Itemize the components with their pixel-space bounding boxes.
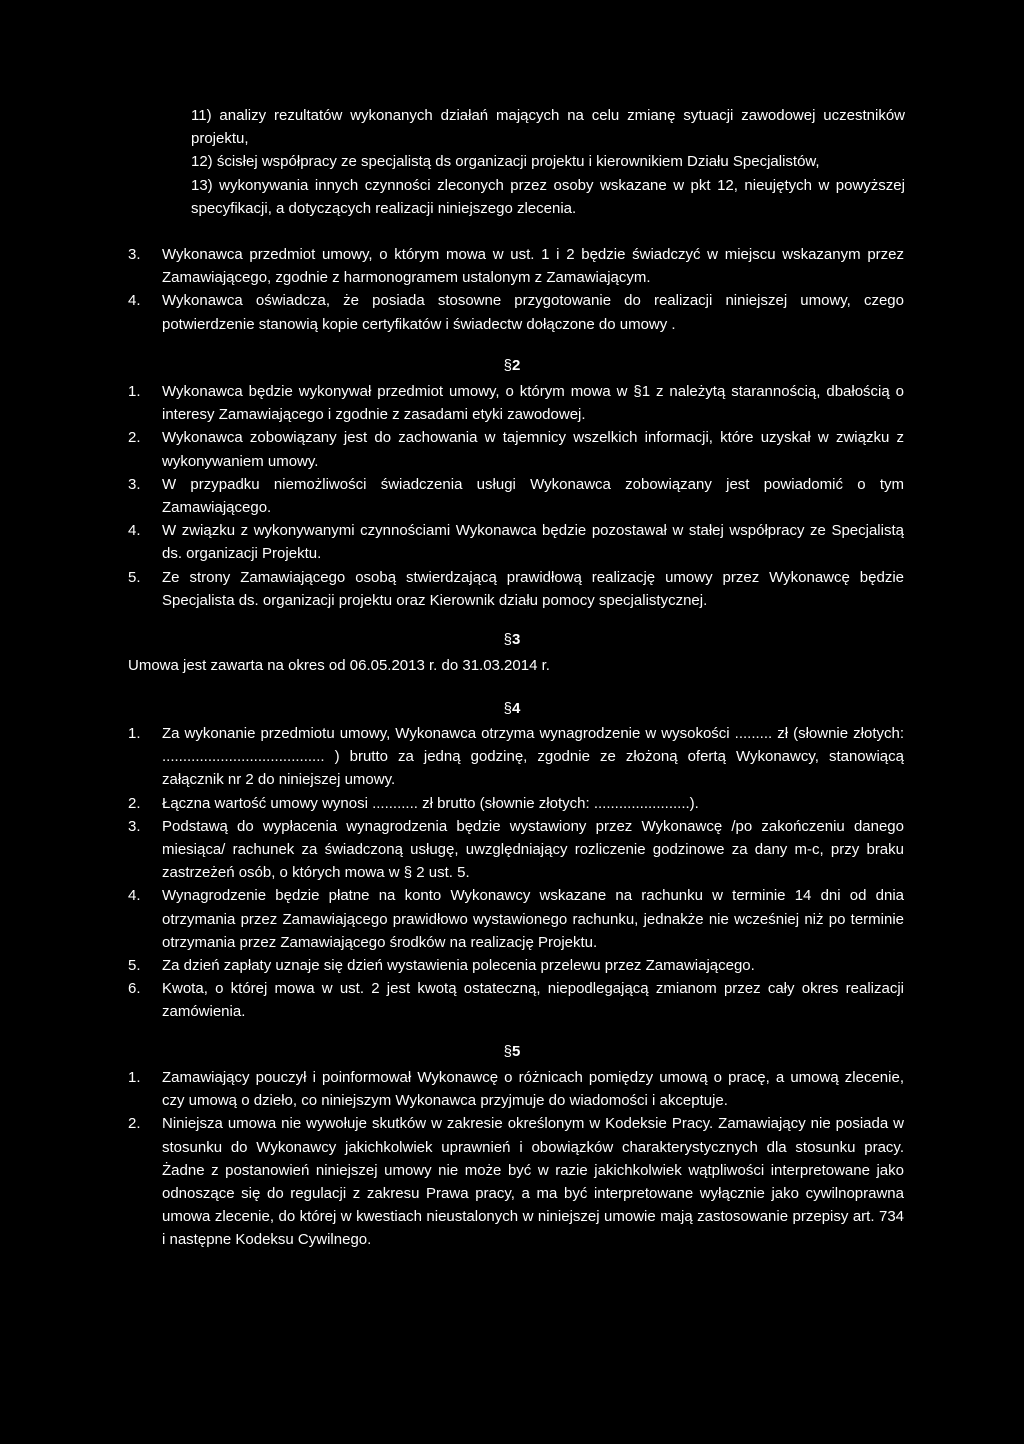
section5-items: [128, 1066, 904, 1252]
item-text: W przypadku niemożliwości świadczenia usługi Wykonawca zobowiązany jest powiadomić o tym Zamawiającego.: [162, 475, 904, 517]
list-item: [128, 884, 904, 954]
item-number: 1.: [128, 383, 141, 400]
item-number: 3.: [128, 817, 141, 835]
item-text: Wykonawca będzie wykonywał przedmiot umowy, o którym mowa w §1 z należytą starannością, dbałością o interesy Zamawiającego i zgodnie z zasadami etyki zawodowej.: [162, 383, 904, 424]
section2-items: [128, 380, 904, 612]
paragraph-sign: §: [503, 357, 512, 374]
item-text: Za wykonanie przedmiotu umowy, Wykonawca otrzyma wynagrodzenie w wysokości ......... zł (słownie złotych: ....................................... ) brutto za jedną godzinę, zgodnie ze złożoną ofertą Wykonawcy, stanowiącą załącznik nr 2 do niniejszej umowy.: [162, 725, 904, 789]
section-heading-5: [0, 1040, 1024, 1063]
list-item: [128, 519, 904, 565]
list-item: [128, 473, 904, 519]
section-number: 4: [512, 700, 521, 717]
item-number: 2.: [128, 794, 141, 812]
item-text: Kwota, o której mowa w ust. 2 jest kwotą ostateczną, niepodlegającą zmianom przez cały okres realizacji zamówienia.: [162, 980, 904, 1021]
item-text: Wynagrodzenie będzie płatne na konto Wykonawcy wskazane na rachunku w terminie 14 dni od dnia otrzymania przez Zamawiającego prawidłowo wystawionego rachunku, jednakże nie wcześniej niż po terminie otrzymania przez Zamawiającego środków na realizację Projektu.: [162, 887, 904, 951]
list-item: [128, 243, 904, 289]
list-item: [128, 380, 904, 426]
item-text: Wykonawca zobowiązany jest do zachowania w tajemnicy wszelkich informacji, które uzyskał w związku z wykonywaniem umowy.: [162, 429, 904, 470]
item-number: 2.: [128, 429, 141, 447]
section1-tail: [128, 243, 904, 336]
list-item: [128, 566, 904, 612]
item-number: 6.: [128, 980, 141, 998]
item-text: Zamawiający pouczył i poinformował Wykonawcę o różnicach pomiędzy umową o pracę, a umową zlecenie, czy umową o dzieło, co niniejszym Wykonawca przyjmuje do wiadomości i akceptuje.: [162, 1069, 904, 1110]
paragraph-sign: §: [503, 1043, 512, 1060]
item-text: Wykonawca przedmiot umowy, o którym mowa w ust. 1 i 2 będzie świadczyć w miejscu wskazanym przez Zamawiającego, zgodnie z harmonogramem ustalonym z Zamawiającym.: [162, 246, 904, 287]
item-text: Niniejsza umowa nie wywołuje skutków w zakresie określonym w Kodeksie Pracy. Zamawiający nie posiada w stosunku do Wykonawcy jakichkolwiek uprawnień i obowiązków charakterystycznych dla stosunku pracy. Żadne z postanowień niniejszej umowy nie może być w razie jakichkolwiek wątpliwości interpretowane jako odnoszące się do regulacji z zakresu Prawa pracy, a ma być interpretowane wyłącznie jako cywilnoprawna umowa zlecenie, do której w kwestiach nieustalonych w niniejszej umowie mają zastosowanie przepisy art. 734 i następne Kodeksu Cywilnego.: [162, 1115, 904, 1249]
list-item: [128, 815, 904, 885]
item-text: W związku z wykonywanymi czynnościami Wykonawca będzie pozostawał w stałej współpracy ze Specjalistą ds. organizacji Projektu.: [162, 522, 904, 563]
list-item: [128, 722, 904, 792]
list-item: [128, 426, 904, 472]
item-number: 1.: [128, 1069, 141, 1086]
list-item: [128, 977, 904, 1023]
section-number: 2: [512, 357, 521, 374]
list-item: [128, 954, 904, 977]
term-statement: Umowa jest zawarta na okres od 06.05.2013 r. do 31.03.2014 r.: [128, 657, 550, 674]
list-item: [128, 1112, 904, 1251]
section4-items: [128, 722, 904, 1024]
list-item: [128, 1066, 904, 1112]
section-heading-4: [0, 697, 1024, 720]
item-text: Za dzień zapłaty uznaje się dzień wystawienia polecenia przelewu przez Zamawiającego.: [162, 957, 755, 975]
item-number: 5.: [128, 568, 141, 586]
item-number: 4.: [128, 292, 141, 310]
item-number: 3.: [128, 246, 141, 263]
item-text: Wykonawca oświadcza, że posiada stosowne przygotowanie do realizacji niniejszej umowy, czego potwierdzenie stanowią kopie certyfikatów i świadectw dołączone do umowy .: [162, 292, 904, 333]
intro-item-13: 13) wykonywania innych czynności zleconych przez osoby wskazane w pkt 12, nieujętych w powyższej specyfikacji, a dotyczących realizacji niniejszego zlecenia.: [191, 176, 905, 217]
item-text: Łączna wartość umowy wynosi ........... zł brutto (słownie złotych: .......................).: [162, 794, 699, 812]
intro-item-12: 12) ścisłej współpracy ze specjalistą ds organizacji projektu i kierownikiem Działu Specjalistów,: [191, 153, 820, 171]
item-number: 1.: [128, 725, 141, 742]
paragraph-sign: §: [503, 700, 512, 717]
section3-text: [128, 654, 904, 677]
item-text: Podstawą do wypłacenia wynagrodzenia będzie wystawiony przez Wykonawcę /po zakończeniu danego miesiąca/ rachunek za świadczoną usługę, uwzględniający rozliczenie godzinowe za dany m-c, przy braku zastrzeżeń osób, o których mowa w § 2 ust. 5.: [162, 817, 904, 882]
item-text: Ze strony Zamawiającego osobą stwierdzającą prawidłową realizację umowy przez Wykonawcę będzie Specjalista ds. organizacji projektu oraz Kierownik działu pomocy specjalistycznej.: [162, 568, 904, 609]
item-number: 3.: [128, 475, 141, 493]
list-item: [128, 289, 904, 335]
section-heading-2: [0, 354, 1024, 377]
section-heading-3: [0, 628, 1024, 651]
section-number: 5: [512, 1043, 521, 1060]
paragraph-sign: §: [503, 631, 512, 648]
intro-item-11: 11) analizy rezultatów wykonanych działań mających na celu zmianę sytuacji zawodowej uczestników projektu,: [191, 107, 905, 148]
item-number: 4.: [128, 887, 141, 905]
section-number: 3: [512, 631, 521, 648]
item-number: 5.: [128, 957, 141, 975]
list-item: [128, 792, 904, 815]
item-number: 4.: [128, 522, 141, 540]
intro-items: [191, 104, 905, 220]
item-number: 2.: [128, 1115, 141, 1133]
